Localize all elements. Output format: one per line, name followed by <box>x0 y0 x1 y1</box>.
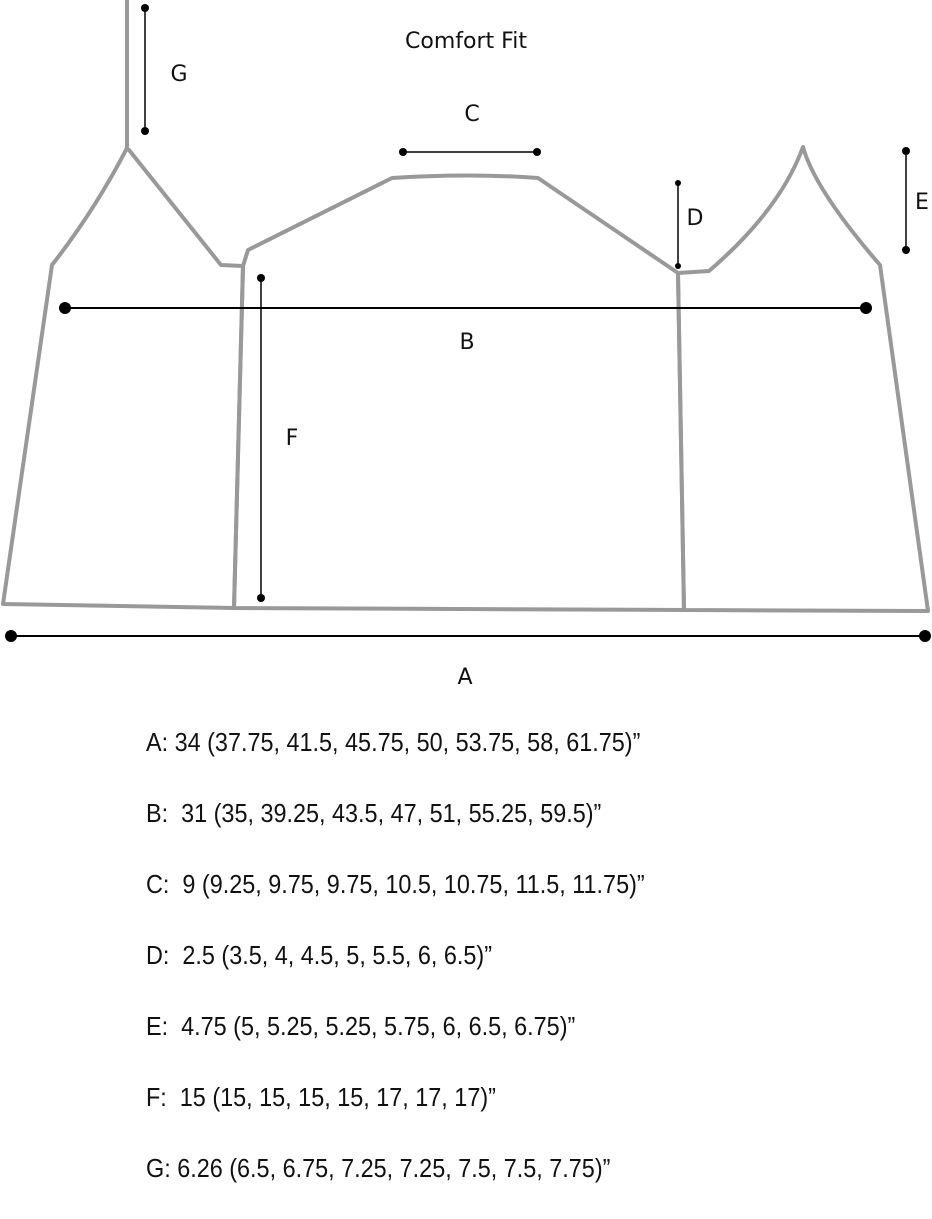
label-d: D <box>686 206 704 231</box>
measure-c-right-dot <box>533 148 541 156</box>
measure-d-bottom-dot <box>675 263 681 269</box>
measure-a-right-dot <box>919 630 931 642</box>
measurement-b-text: B: 31 (35, 39.25, 43.5, 47, 51, 55.25, 59.5)” <box>146 798 602 828</box>
label-b: B <box>459 330 475 355</box>
label-f: F <box>285 426 299 451</box>
label-a: A <box>457 665 473 690</box>
measurements-legend <box>146 722 700 1219</box>
measurement-a-text: A: 34 (37.75, 41.5, 45.75, 50, 53.75, 58, 61.75)” <box>146 727 641 757</box>
back-outline <box>234 176 684 611</box>
measure-f-top-dot <box>257 274 265 282</box>
label-e: E <box>915 190 929 215</box>
measure-b-right-dot <box>860 302 872 314</box>
measure-f-bottom-dot <box>257 594 265 602</box>
measure-g-top-dot <box>141 4 149 12</box>
measure-c-left-dot <box>399 148 407 156</box>
measure-e-top-dot <box>902 147 910 155</box>
diagram-title: Comfort Fit <box>405 29 527 54</box>
right-front-outline <box>678 147 928 611</box>
measurement-f-text: F: 15 (15, 15, 15, 15, 17, 17, 17)” <box>146 1082 496 1112</box>
measurement-e-text: E: 4.75 (5, 5.25, 5.25, 5.75, 6, 6.5, 6.75)” <box>146 1011 576 1041</box>
measure-e-bottom-dot <box>902 246 910 254</box>
measure-g-bottom-dot <box>141 127 149 135</box>
measurement-g-text: G: 6.26 (6.5, 6.75, 7.25, 7.25, 7.5, 7.5, 7.75)” <box>146 1153 611 1183</box>
measurement-d-text: D: 2.5 (3.5, 4, 4.5, 5, 5.5, 6, 6.5)” <box>146 940 492 970</box>
label-c: C <box>464 102 480 127</box>
left-front-outline <box>3 0 243 608</box>
measurement-c-text: C: 9 (9.25, 9.75, 9.75, 10.5, 10.75, 11.5, 11.75)” <box>146 869 645 899</box>
label-g: G <box>170 62 188 87</box>
measure-d-top-dot <box>675 180 681 186</box>
measure-a-left-dot <box>5 630 17 642</box>
measure-b-left-dot <box>59 302 71 314</box>
